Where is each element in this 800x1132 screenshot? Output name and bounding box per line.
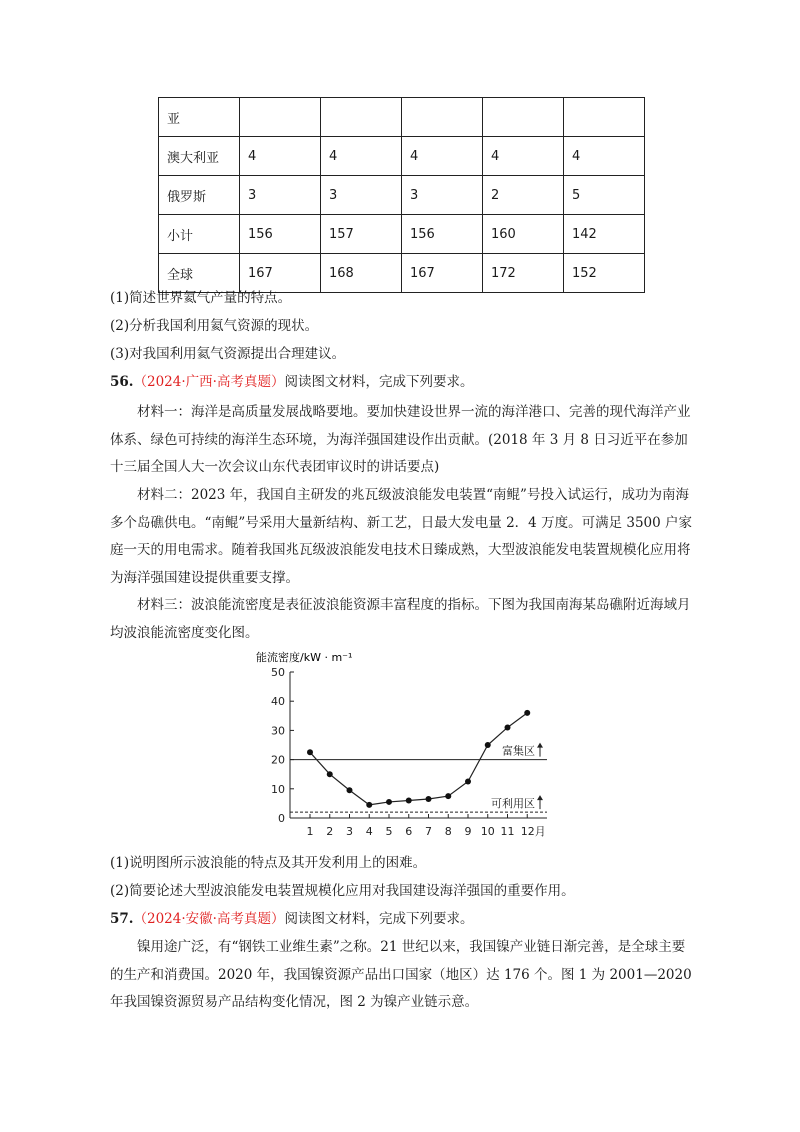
wave-energy-chart xyxy=(250,645,570,845)
x-tick-label: 2 xyxy=(326,825,334,838)
y-tick-label: 40 xyxy=(271,695,285,709)
threshold-arrowhead xyxy=(537,795,543,800)
q56-sub1: (1)说明图所示波浪能的特点及其开发利用上的困难。 xyxy=(110,855,427,871)
q57-source: （2024·安徽·高考真题） xyxy=(133,911,285,927)
row-label: 小计 xyxy=(159,215,240,254)
data-point xyxy=(347,787,353,793)
helium-table xyxy=(158,97,645,293)
data-point xyxy=(426,796,432,802)
table-cell: 3 xyxy=(240,176,321,215)
table-cell: 5 xyxy=(564,176,645,215)
q56-number: 56. xyxy=(110,374,134,390)
table-cell: 156 xyxy=(402,215,483,254)
q55-sub2: (2)分析我国利用氦气资源的现状。 xyxy=(110,318,319,334)
y-tick-label: 20 xyxy=(271,753,285,767)
table-row xyxy=(159,98,645,137)
table-cell: 4 xyxy=(402,137,483,176)
table-cell: 156 xyxy=(240,215,321,254)
table-cell xyxy=(483,98,564,137)
table-cell: 152 xyxy=(564,254,645,293)
table-cell: 172 xyxy=(483,254,564,293)
chart-ylabel: 能流密度/kW · m⁻¹ xyxy=(256,651,353,664)
data-point xyxy=(505,724,511,730)
table-cell: 160 xyxy=(483,215,564,254)
x-tick-label: 7 xyxy=(425,825,432,838)
row-label: 俄罗斯 xyxy=(159,176,240,215)
row-label: 全球 xyxy=(159,254,240,293)
x-tick-label: 3 xyxy=(346,825,353,838)
table-cell: 2 xyxy=(483,176,564,215)
table-cell: 3 xyxy=(402,176,483,215)
data-point xyxy=(386,799,392,805)
x-tick-label: 5 xyxy=(385,825,393,838)
y-tick-label: 30 xyxy=(271,724,285,738)
y-tick-label: 10 xyxy=(271,782,285,796)
data-point xyxy=(327,771,333,777)
threshold-arrowhead xyxy=(537,743,543,748)
table-cell: 3 xyxy=(321,176,402,215)
data-point xyxy=(445,793,451,799)
table-cell: 4 xyxy=(483,137,564,176)
q56-sub2: (2)简要论述大型波浪能发电装置规模化应用对我国建设海洋强国的重要作用。 xyxy=(110,883,575,899)
data-point xyxy=(406,797,412,803)
data-point xyxy=(307,749,313,755)
y-tick-label: 50 xyxy=(271,666,285,679)
table-cell xyxy=(564,98,645,137)
threshold-label: 富集区 xyxy=(502,744,535,758)
q55-sub1: (1)简述世界氦气产量的特点。 xyxy=(110,290,292,306)
x-tick-label: 6 xyxy=(405,825,413,838)
q56-source: （2024·广西·高考真题） xyxy=(133,374,285,390)
x-tick-label: 10 xyxy=(480,825,495,838)
q57-prompt: 阅读图文材料，完成下列要求。 xyxy=(284,911,474,927)
x-tick-label: 12月 xyxy=(520,825,546,838)
x-tick-label: 1 xyxy=(306,825,314,838)
table-row xyxy=(159,254,645,293)
table-cell: 4 xyxy=(240,137,321,176)
table-row xyxy=(159,215,645,254)
data-point xyxy=(485,742,491,748)
y-tick-label: 0 xyxy=(278,812,285,825)
table-cell: 142 xyxy=(564,215,645,254)
q57-material-1: 镍用途广泛，有“钢铁工业维生素”之称。21 世纪以来，我国镍产业链日渐完善，是全球主要的生产和消费国。2020 年，我国镍资源产品出口国家（地区）达 176 个。图 1 为 2001—2020 年我国镍资源贸易产品结构变化情况，图 2 为镍产业链示意。 xyxy=(110,939,692,1010)
x-tick-label: 8 xyxy=(444,825,452,838)
table-cell: 167 xyxy=(240,254,321,293)
table-cell xyxy=(240,98,321,137)
table-cell: 167 xyxy=(402,254,483,293)
row-label: 澳大利亚 xyxy=(159,137,240,176)
data-point xyxy=(465,779,471,785)
series-line xyxy=(310,713,527,805)
q55-sub3: (3)对我国利用氦气资源提出合理建议。 xyxy=(110,346,346,362)
table-cell xyxy=(321,98,402,137)
q57-header xyxy=(110,909,473,929)
q56-header xyxy=(110,372,473,392)
q56-material-2: 材料二：2023 年，我国自主研发的兆瓦级波浪能发电装置“南鲲”号投入试运行，成功为南海多个岛礁供电。“南鲲”号采用大量新结构、新工艺，日最大发电量 2．4 万度。可满足 3500 户家庭一天的用电需求。随着我国兆瓦级波浪能发电技术日臻成熟，大型波浪能发电装置规模化应用将为海洋强国建设提供重要支撑。 xyxy=(110,487,693,586)
q57-number: 57. xyxy=(110,911,134,927)
table-cell xyxy=(402,98,483,137)
table-cell: 168 xyxy=(321,254,402,293)
threshold-label: 可利用区 xyxy=(491,797,535,811)
table-row xyxy=(159,176,645,215)
table-cell: 4 xyxy=(564,137,645,176)
table-row xyxy=(159,137,645,176)
data-point xyxy=(524,710,530,716)
x-tick-label: 11 xyxy=(500,825,515,838)
q56-material-3: 材料三：波浪能流密度是表征波浪能资源丰富程度的指标。下图为我国南海某岛礁附近海域月均波浪能流密度变化图。 xyxy=(110,597,691,641)
x-tick-label: 9 xyxy=(464,825,472,838)
data-point xyxy=(366,802,372,808)
x-tick-label: 4 xyxy=(365,825,373,838)
q56-material-1: 材料一：海洋是高质量发展战略要地。要加快建设世界一流的海洋港口、完善的现代海洋产业体系、绿色可持续的海洋生态环境，为海洋强国建设作出贡献。(2018 年 3 月 8 日习近平在参加十三届全国人大一次会议山东代表团审议时的讲话要点) xyxy=(110,404,691,475)
table-cell: 4 xyxy=(321,137,402,176)
table-cell: 157 xyxy=(321,215,402,254)
row-label: 亚 xyxy=(159,98,240,137)
q56-prompt: 阅读图文材料，完成下列要求。 xyxy=(284,374,474,390)
